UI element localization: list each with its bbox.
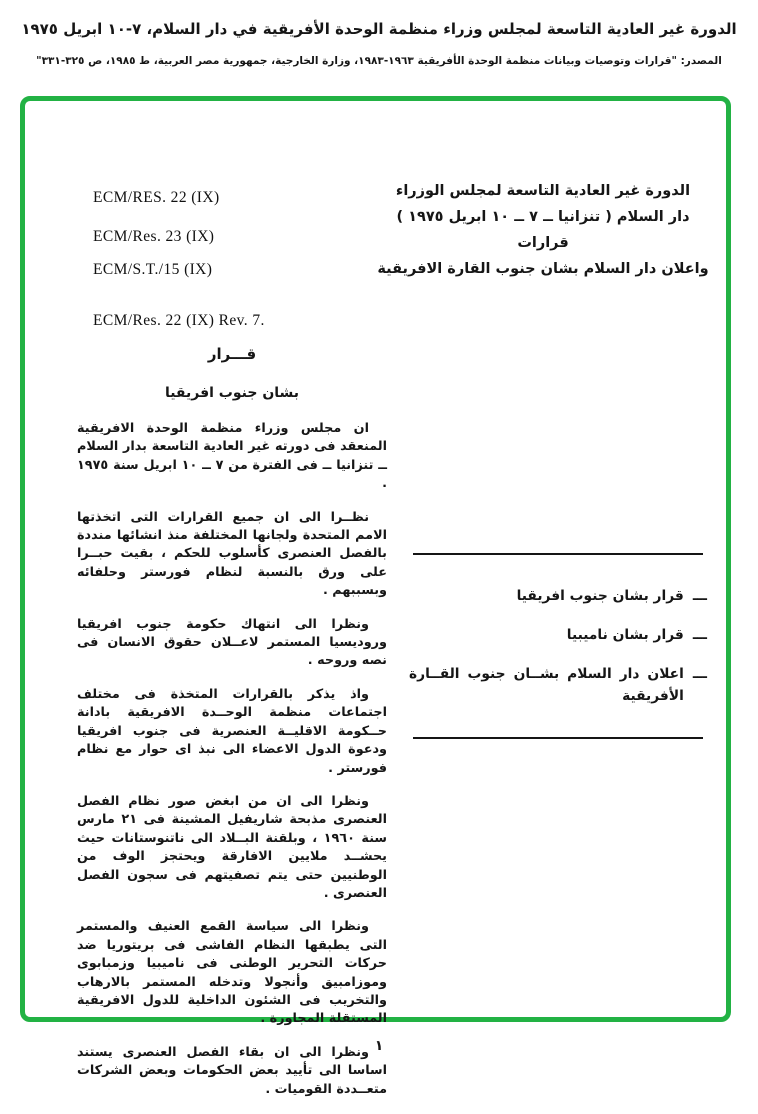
session-line-3: قرارات xyxy=(517,235,569,251)
reference-item: ECM/RES. 22 (IX) xyxy=(93,189,220,206)
contents-item-label: اعلان دار السلام بشــان جنوب القــارة الأفريقية xyxy=(409,666,684,704)
dash-bullet: ـــ xyxy=(692,627,707,643)
resolution-paragraph: ونظرا الى ان بقاء الفصل العنصرى يستند اساسا الى تأييد بعض الحكومات وبعض الشركات متعــددة القوميات . xyxy=(77,1044,387,1097)
resolution-paragraph: ونظرا الى ان من ابغض صور نظام الفصل العنصرى مذبحة شاريفيل المشينة فى ٢١ مارس سنة ١٩٦٠ ، وبلقنة البــلاد الى ناتنوستانات حيث يحشــد ملايين الافارقة ويحتجز الوف من الوطنيين حتى يتم تصفيتهم فى سجون الفصل العنصرى . xyxy=(77,793,388,901)
contents-item-label: قرار بشان ناميبيا xyxy=(566,627,684,643)
page-number: ١ xyxy=(374,1038,384,1054)
resolution-subtitle: بشان جنوب افريقيا xyxy=(164,385,300,401)
page-title: الدورة غير العادية التاسعة لمجلس وزراء منظمة الوحدة الأفريقية في دار السلام، ٧-١٠ ابريل ١٩٧٥ xyxy=(21,20,737,38)
session-line-1: الدورة غير العادية التاسعة لمجلس الوزراء xyxy=(395,183,691,199)
source-citation: المصدر: "قرارات وتوصيات وبيانات منظمة الوحدة الأفريقية ١٩٦٣-١٩٨٣، وزارة الخارجية، جمهورية مصر العربية، ط ١٩٨٥، ص ٣٢٥-٣٣١" xyxy=(36,55,722,67)
contents-item xyxy=(409,663,707,707)
content-frame xyxy=(20,96,731,1097)
reference-item: ECM/Res. 23 (IX) xyxy=(93,228,215,245)
dash-bullet: ـــ xyxy=(692,666,707,682)
resolution-paragraph: ان مجلس وزراء منظمة الوحدة الافريقية المنعقد فى دورته غير العادية التاسعة بدار السلام ــ تنزانيا ــ فى الفترة من ٧ ــ ١٠ ابريل سنة ١٩٧٥ . xyxy=(77,421,387,492)
divider-bottom xyxy=(413,737,703,739)
session-line-2: دار السلام ( تنزانيا ــ ٧ ــ ١٠ ابريل ١٩٧٥ ) xyxy=(396,209,690,225)
contents-panel xyxy=(409,585,707,724)
reference-item: ECM/S.T./15 (IX) xyxy=(93,261,213,278)
resolution-paragraph: واذ يذكر بالقرارات المتخذة فى مختلف اجتماعات منظمة الوحــدة الافريقية بادانة حــكومة الاقليــة العنصرية فى جنوب افريقيا ودعوة الدول الاعضاء الى نبذ اى حوار مع نظام فورستر . xyxy=(77,686,387,776)
resolution-paragraph: ونظرا الى سياسة القمع العنيف والمستمر التى يطبقها النظام الفاشى فى بريتوريا ضد حركات التحرير الوطنى فى ناميبيا وزمبابوى وموزامبيق وأنجولا وتدخله المستمر بالارهاب والتخريب فى الشئون الداخلية للدول الافريقية المستقلة المجاورة . xyxy=(77,919,387,1027)
divider-top xyxy=(413,553,703,555)
reference-item: ECM/Res. 22 (IX) Rev. 7. xyxy=(93,312,265,329)
dash-bullet: ـــ xyxy=(692,588,707,604)
resolution-title: قـــرار xyxy=(207,345,257,363)
contents-item-label: قرار بشان جنوب افريقيا xyxy=(516,588,684,604)
session-header xyxy=(376,178,710,282)
reference-list xyxy=(93,189,265,330)
resolution-paragraph: نظــرا الى ان جميع القرارات التى اتخذتها الامم المتحدة ولجانها المختلفة منذ انشائها منددة بالفصل العنصرى كأسلوب للحكم ، بقيت حبــرا على ورق بالنسبة لنظام فورستر وحلفائه وبسببهم . xyxy=(77,509,387,599)
contents-item xyxy=(409,624,707,646)
contents-item xyxy=(409,585,707,607)
session-line-4: واعلان دار السلام بشان جنوب القارة الافريقية xyxy=(377,261,709,277)
resolution-body xyxy=(77,345,387,1114)
resolution-paragraph: ونظرا الى انتهاك حكومة جنوب افريقيا وروديسيا المستمر لاعــلان حقوق الانسان فى نصه وروحه . xyxy=(77,616,387,669)
